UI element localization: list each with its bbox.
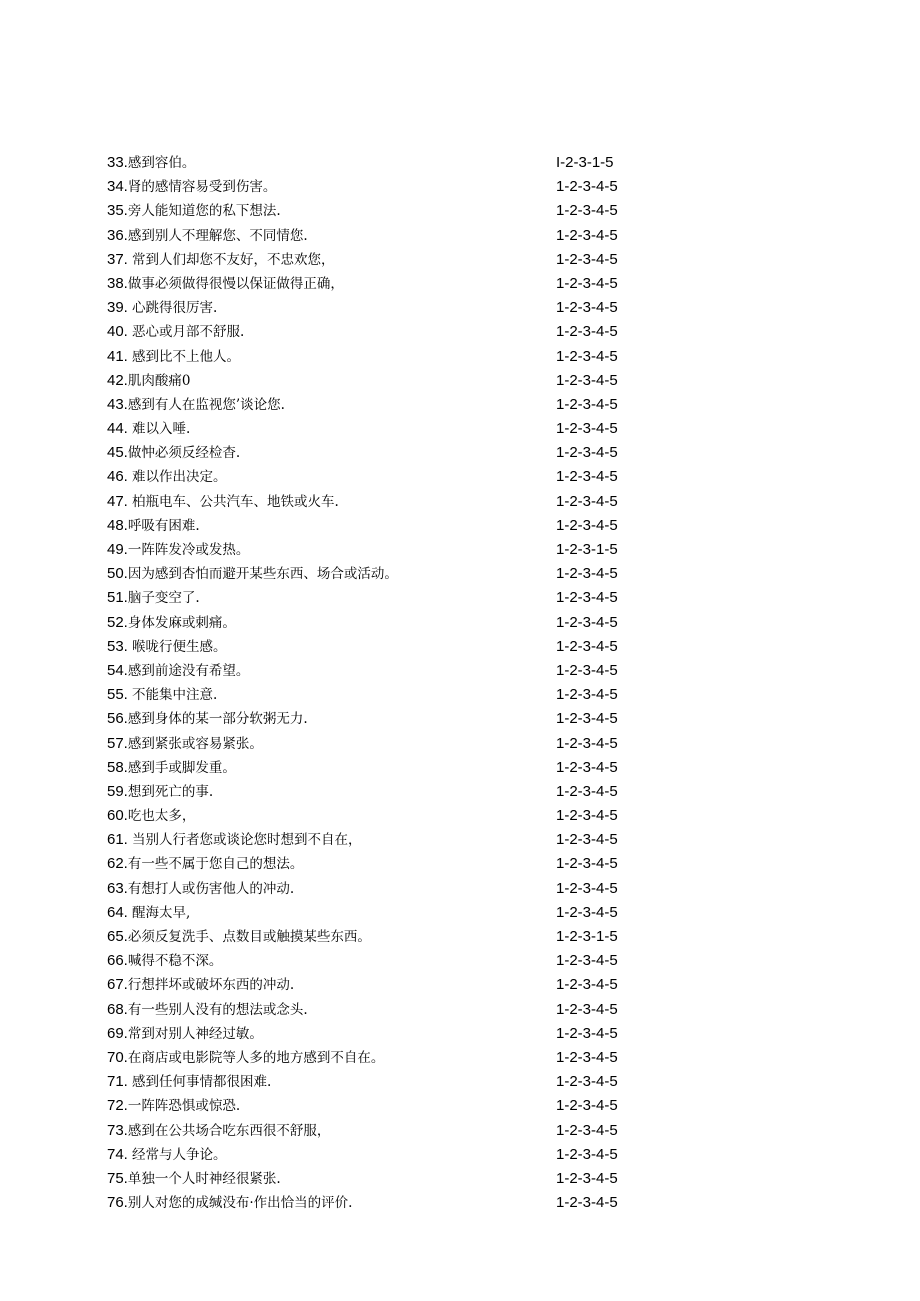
questionnaire-item xyxy=(107,514,667,538)
questionnaire-item xyxy=(107,877,667,901)
item-number: 48. xyxy=(107,516,128,534)
item-number: 39. xyxy=(107,299,133,317)
item-label: 因为感到杏怕而避开某些东西、场合或活动。 xyxy=(127,566,398,583)
item-statement xyxy=(107,345,240,369)
item-label: 别人对您的成缄没布·作出恰当的评价. xyxy=(127,1195,353,1212)
item-label: 呼吸有困难. xyxy=(127,517,200,534)
item-rating-scale: 1-2-3-4-5 xyxy=(556,1024,618,1042)
item-label: 有一些别人没有的想法或念头. xyxy=(127,1001,308,1018)
questionnaire-item xyxy=(107,465,667,489)
item-number: 68. xyxy=(107,1000,128,1018)
item-number: 69. xyxy=(107,1024,128,1042)
questionnaire-item xyxy=(107,804,667,828)
item-number: 64. xyxy=(107,903,133,921)
item-rating-scale: 1-2-3-4-5 xyxy=(556,952,618,970)
item-number: 40. xyxy=(107,323,133,341)
item-rating-scale: 1-2-3-4-5 xyxy=(556,492,618,510)
item-rating-scale: 1-2-3-4-5 xyxy=(556,299,618,317)
item-number: 42. xyxy=(107,371,128,389)
questionnaire-item xyxy=(107,1191,667,1215)
item-label: 感到比不上他人。 xyxy=(132,348,241,365)
item-number: 75. xyxy=(107,1169,128,1187)
item-statement xyxy=(107,175,276,199)
item-label: 感到紧张或容易紧张。 xyxy=(127,735,263,752)
item-statement xyxy=(107,1119,330,1143)
item-statement xyxy=(107,998,308,1022)
item-label: 常到对别人神经过敏。 xyxy=(127,1025,263,1042)
item-statement xyxy=(107,707,308,731)
questionnaire-item xyxy=(107,586,667,610)
item-label: 做忡必须反经检杳. xyxy=(127,445,241,462)
item-label: 身体发麻或刺痛。 xyxy=(127,614,236,631)
item-number: 55. xyxy=(107,686,133,704)
item-rating-scale: 1-2-3-4-5 xyxy=(556,1000,618,1018)
item-statement xyxy=(107,852,303,876)
questionnaire-item xyxy=(107,1022,667,1046)
questionnaire-item xyxy=(107,1143,667,1167)
item-rating-scale: 1-2-3-4-5 xyxy=(556,879,618,897)
questionnaire-item-list xyxy=(107,151,667,1215)
item-rating-scale: 1-2-3-4-5 xyxy=(556,807,618,825)
item-number: 46. xyxy=(107,468,133,486)
item-rating-scale: 1-2-3-4-5 xyxy=(556,613,618,631)
item-label: 经常与人争论。 xyxy=(132,1146,227,1163)
item-number: 34. xyxy=(107,178,128,196)
item-label: 喉咙行便生感。 xyxy=(132,638,227,655)
item-number: 43. xyxy=(107,395,128,413)
item-number: 71. xyxy=(107,1073,133,1091)
item-statement xyxy=(107,393,285,417)
item-label: 想到死亡的事. xyxy=(127,783,214,800)
item-label: 在商店或电影院等人多的地方感到不自在。 xyxy=(127,1049,385,1066)
questionnaire-item xyxy=(107,345,667,369)
item-statement xyxy=(107,538,249,562)
questionnaire-item xyxy=(107,756,667,780)
item-number: 76. xyxy=(107,1194,128,1212)
item-rating-scale: 1-2-3-4-5 xyxy=(556,903,618,921)
item-rating-scale: 1-2-3-4-5 xyxy=(556,661,618,679)
item-number: 37. xyxy=(107,250,133,268)
questionnaire-item xyxy=(107,199,667,223)
questionnaire-item xyxy=(107,272,667,296)
item-statement xyxy=(107,296,217,320)
item-rating-scale: 1-2-3-4-5 xyxy=(556,347,618,365)
item-label: 感到有人在监视您’谈论您. xyxy=(127,396,285,413)
item-number: 66. xyxy=(107,952,128,970)
item-statement xyxy=(107,1046,384,1070)
item-statement xyxy=(107,611,236,635)
item-statement xyxy=(107,417,190,441)
questionnaire-item xyxy=(107,175,667,199)
questionnaire-item xyxy=(107,1046,667,1070)
questionnaire-item xyxy=(107,973,667,997)
item-number: 61. xyxy=(107,831,133,849)
item-number: 72. xyxy=(107,1097,128,1115)
item-number: 59. xyxy=(107,782,128,800)
item-label: 常到人们却您不友好，不忠欢您， xyxy=(132,251,335,268)
item-number: 56. xyxy=(107,710,128,728)
item-statement xyxy=(107,756,236,780)
item-number: 53. xyxy=(107,637,133,655)
questionnaire-item xyxy=(107,296,667,320)
item-label: 有想打人或伤害他人的冲动. xyxy=(127,880,295,897)
item-number: 49. xyxy=(107,541,128,558)
item-rating-scale: 1-2-3-4-5 xyxy=(556,371,618,389)
item-number: 51. xyxy=(107,589,128,607)
item-label: 吃也太多， xyxy=(127,808,196,825)
questionnaire-item xyxy=(107,1094,667,1118)
item-statement xyxy=(107,901,190,925)
item-statement xyxy=(107,877,294,901)
item-label: 单独一个人时神经很紧张. xyxy=(127,1170,281,1187)
questionnaire-item xyxy=(107,635,667,659)
item-number: 65. xyxy=(107,928,128,945)
item-number: 74. xyxy=(107,1145,133,1163)
item-number: 62. xyxy=(107,855,128,873)
item-statement xyxy=(107,683,217,707)
item-label: 脑子变空了. xyxy=(127,590,200,607)
questionnaire-item xyxy=(107,224,667,248)
questionnaire-item xyxy=(107,732,667,756)
item-rating-scale: 1-2-3-4-5 xyxy=(556,782,618,800)
item-label: 难以入唾. xyxy=(132,421,191,438)
item-statement xyxy=(107,199,281,223)
questionnaire-item xyxy=(107,949,667,973)
item-rating-scale: 1-2-3-4-5 xyxy=(556,250,618,268)
item-number: 35. xyxy=(107,202,128,220)
item-label: 肾的感情容易受到伤害。 xyxy=(127,179,277,196)
item-statement xyxy=(107,732,263,756)
item-rating-scale: 1-2-3-4-5 xyxy=(556,565,618,583)
item-label: 行想拌坏或破坏东西的冲动. xyxy=(127,977,295,994)
item-rating-scale: 1-2-3-4-5 xyxy=(556,226,618,244)
item-statement xyxy=(107,1094,240,1118)
item-label: 心跳得很厉害. xyxy=(132,300,218,317)
questionnaire-item xyxy=(107,707,667,731)
item-statement xyxy=(107,828,362,852)
questionnaire-item xyxy=(107,901,667,925)
item-statement xyxy=(107,369,190,393)
item-number: 73. xyxy=(107,1121,128,1139)
questionnaire-item xyxy=(107,369,667,393)
item-rating-scale: 1-2-3-4-5 xyxy=(556,468,618,486)
item-statement xyxy=(107,973,294,997)
item-number: 67. xyxy=(107,976,128,994)
item-rating-scale: 1-2-3-4-5 xyxy=(556,323,618,341)
item-rating-scale: 1-2-3-4-5 xyxy=(556,395,618,413)
item-number: 38. xyxy=(107,274,128,292)
questionnaire-item xyxy=(107,611,667,635)
questionnaire-item xyxy=(107,659,667,683)
item-label: 喊得不稳不深。 xyxy=(127,953,223,970)
item-label: 柏瓶电车、公共汽车、地铁或火车. xyxy=(132,493,339,510)
item-statement xyxy=(107,925,371,949)
questionnaire-item xyxy=(107,248,667,272)
questionnaire-item xyxy=(107,151,667,175)
item-rating-scale: 1-2-3-4-5 xyxy=(556,1097,618,1115)
item-rating-scale: 1-2-3-4-5 xyxy=(556,516,618,534)
item-statement xyxy=(107,949,222,973)
item-statement xyxy=(107,804,195,828)
item-rating-scale: 1-2-3-4-5 xyxy=(556,710,618,728)
item-rating-scale: 1-2-3-4-5 xyxy=(556,734,618,752)
item-label: 醒海太早, xyxy=(132,904,191,921)
item-rating-scale: I-2-3-1-5 xyxy=(556,154,614,171)
item-statement xyxy=(107,586,200,610)
item-rating-scale: 1-2-3-4-5 xyxy=(556,444,618,462)
item-number: 47. xyxy=(107,492,133,510)
item-number: 70. xyxy=(107,1048,128,1066)
item-label: 难以作出决定。 xyxy=(132,469,227,486)
item-label: 感到别人不理解您、不同情您. xyxy=(127,227,308,244)
item-rating-scale: 1-2-3-4-5 xyxy=(556,589,618,607)
questionnaire-item xyxy=(107,925,667,949)
item-label: 感到手或脚发重。 xyxy=(127,759,236,776)
item-number: 54. xyxy=(107,661,128,679)
item-rating-scale: 1-2-3-4-5 xyxy=(556,855,618,873)
item-rating-scale: 1-2-3-4-5 xyxy=(556,1121,618,1139)
questionnaire-item xyxy=(107,393,667,417)
item-statement xyxy=(107,320,244,344)
item-statement xyxy=(107,1191,352,1215)
item-rating-scale: 1-2-3-1-5 xyxy=(556,541,618,558)
item-statement xyxy=(107,1070,271,1094)
item-statement xyxy=(107,1022,263,1046)
questionnaire-item xyxy=(107,562,667,586)
questionnaire-item xyxy=(107,852,667,876)
item-label: 感到任何事情都很困难. xyxy=(132,1074,272,1091)
item-label: 感到容伯。 xyxy=(127,155,196,171)
item-number: 45. xyxy=(107,444,128,462)
item-label: 不能集中注意. xyxy=(132,687,218,704)
item-rating-scale: 1-2-3-4-5 xyxy=(556,758,618,776)
questionnaire-item xyxy=(107,998,667,1022)
item-statement xyxy=(107,659,249,683)
questionnaire-item xyxy=(107,320,667,344)
item-rating-scale: 1-2-3-4-5 xyxy=(556,202,618,220)
item-label: 感到身体的某一部分软粥无力. xyxy=(127,711,308,728)
item-statement xyxy=(107,224,308,248)
item-statement xyxy=(107,514,200,538)
item-label: 恶心或月部不舒服. xyxy=(132,324,245,341)
item-statement xyxy=(107,490,339,514)
item-label: 感到在公共场合吃东西很不舒服， xyxy=(127,1122,331,1139)
item-statement xyxy=(107,780,213,804)
questionnaire-item xyxy=(107,441,667,465)
item-number: 58. xyxy=(107,758,128,776)
item-number: 33. xyxy=(107,154,128,171)
item-label: 有一些不属于您自己的想法。 xyxy=(127,856,304,873)
questionnaire-item xyxy=(107,417,667,441)
item-label: 感到前途没有希望。 xyxy=(127,662,250,679)
item-rating-scale: 1-2-3-4-5 xyxy=(556,1145,618,1163)
questionnaire-item xyxy=(107,683,667,707)
item-rating-scale: 1-2-3-4-5 xyxy=(556,274,618,292)
questionnaire-item xyxy=(107,538,667,562)
item-number: 52. xyxy=(107,613,128,631)
item-number: 36. xyxy=(107,226,128,244)
item-number: 60. xyxy=(107,807,128,825)
questionnaire-item xyxy=(107,1119,667,1143)
item-label: 一阵阵发冷或发热。 xyxy=(127,542,250,558)
item-rating-scale: 1-2-3-4-5 xyxy=(556,1169,618,1187)
item-statement xyxy=(107,272,344,296)
item-number: 57. xyxy=(107,734,128,752)
item-rating-scale: 1-2-3-4-5 xyxy=(556,178,618,196)
item-label: 当别人行者您或谈论您时想到不自在， xyxy=(132,832,362,849)
item-label: 旁人能知道您的私下想法. xyxy=(127,203,281,220)
questionnaire-item xyxy=(107,490,667,514)
item-rating-scale: 1-2-3-4-5 xyxy=(556,831,618,849)
item-number: 44. xyxy=(107,420,133,438)
questionnaire-item xyxy=(107,828,667,852)
item-statement xyxy=(107,562,398,586)
item-rating-scale: 1-2-3-4-5 xyxy=(556,976,618,994)
item-label: 一阵阵恐惧或惊恐. xyxy=(127,1098,241,1115)
item-number: 50. xyxy=(107,565,128,583)
item-rating-scale: 1-2-3-4-5 xyxy=(556,1073,618,1091)
item-statement xyxy=(107,1167,281,1191)
item-rating-scale: 1-2-3-4-5 xyxy=(556,1048,618,1066)
item-label: 做事必须做得很慢以保证做得正确， xyxy=(127,275,344,292)
item-rating-scale: 1-2-3-4-5 xyxy=(556,686,618,704)
item-statement xyxy=(107,248,335,272)
item-rating-scale: 1-2-3-1-5 xyxy=(556,928,618,945)
item-statement xyxy=(107,635,227,659)
item-number: 41. xyxy=(107,347,133,365)
item-number: 63. xyxy=(107,879,128,897)
item-rating-scale: 1-2-3-4-5 xyxy=(556,420,618,438)
item-statement xyxy=(107,441,240,465)
item-rating-scale: 1-2-3-4-5 xyxy=(556,637,618,655)
item-label: 肌肉酸痛0 xyxy=(127,372,191,389)
item-statement xyxy=(107,151,195,175)
questionnaire-item xyxy=(107,1070,667,1094)
questionnaire-item xyxy=(107,1167,667,1191)
questionnaire-item xyxy=(107,780,667,804)
item-statement xyxy=(107,465,227,489)
item-rating-scale: 1-2-3-4-5 xyxy=(556,1194,618,1212)
item-statement xyxy=(107,1143,227,1167)
item-label: 必须反复洗手、点数目或触摸某些东西。 xyxy=(127,929,371,945)
